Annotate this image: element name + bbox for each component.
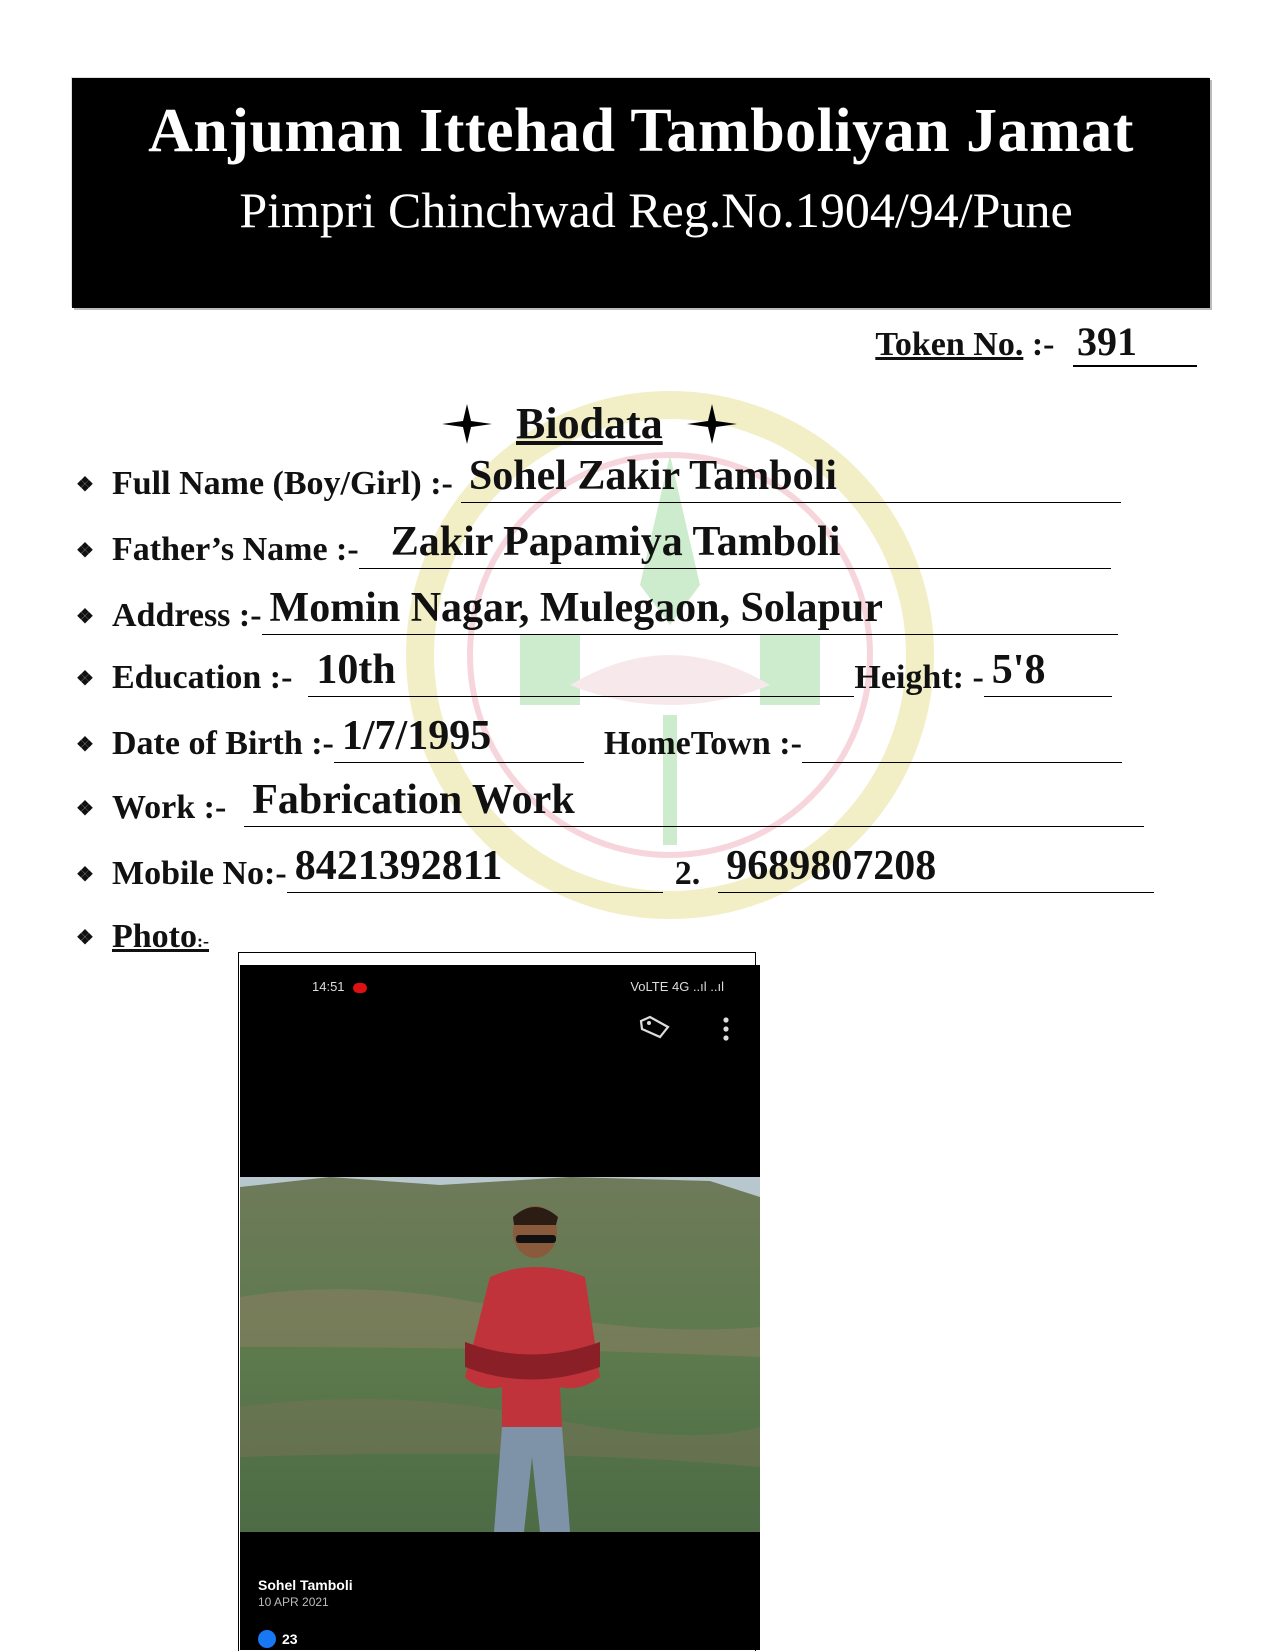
token-label: Token No. — [875, 326, 1024, 363]
star-left-icon — [440, 402, 494, 446]
post-date: 10 APR 2021 — [258, 1595, 329, 1609]
father-name-row — [76, 519, 1111, 569]
like-count — [258, 1630, 298, 1648]
bullet-icon: ❖ — [76, 927, 94, 949]
organization-subtitle: Pimpri Chinchwad Reg.No.1904/94/Pune — [239, 182, 1073, 238]
address-label: Address :- — [112, 597, 262, 634]
dob-value: 1/7/1995 — [341, 713, 492, 759]
address-value: Momin Nagar, Mulegaon, Solapur — [269, 585, 883, 631]
education-label: Education :- — [112, 659, 293, 696]
full-name-field — [461, 453, 1121, 503]
poster-name: Sohel Tamboli — [258, 1577, 353, 1593]
bullet-icon: ❖ — [76, 474, 94, 496]
mobile-second-field — [718, 843, 1154, 893]
bullet-icon: ❖ — [76, 540, 94, 562]
bullet-icon: ❖ — [76, 668, 94, 690]
hometown-field — [802, 722, 1122, 763]
father-name-value: Zakir Papamiya Tamboli — [390, 519, 841, 565]
person-photo — [240, 1177, 760, 1532]
jio-icon — [353, 983, 367, 993]
bullet-icon: ❖ — [76, 798, 94, 820]
token-number — [875, 318, 1197, 367]
height-label: Height: - — [854, 659, 984, 696]
father-name-label: Father’s Name :- — [112, 531, 359, 568]
address-row — [76, 585, 1118, 635]
father-name-field — [359, 519, 1111, 569]
work-field — [244, 777, 1144, 827]
mobile-second-label: 2. — [674, 855, 701, 892]
dob-field — [334, 713, 584, 763]
header-banner — [72, 78, 1210, 308]
work-row — [76, 777, 1144, 827]
status-time: 14:51 — [312, 979, 345, 994]
token-value: 391 — [1073, 318, 1197, 367]
bullet-icon: ❖ — [76, 734, 94, 756]
biodata-title — [440, 398, 739, 449]
education-field — [308, 647, 854, 697]
work-value: Fabrication Work — [252, 777, 575, 823]
post-caption — [258, 1577, 353, 1609]
full-name-label: Full Name (Boy/Girl) :- — [112, 465, 453, 502]
height-field — [984, 647, 1112, 697]
organization-name: Anjuman Ittehad Tamboliyan Jamat — [148, 97, 1134, 165]
tag-icon — [638, 1015, 672, 1039]
more-options-icon — [722, 1017, 730, 1041]
like-icon — [258, 1630, 276, 1648]
education-value: 10th — [316, 647, 396, 693]
star-right-icon — [685, 402, 739, 446]
education-row — [76, 647, 1112, 697]
biodata-heading: Biodata — [516, 399, 663, 448]
phone-status-bar — [312, 979, 724, 994]
work-label: Work :- — [112, 789, 227, 826]
height-value: 5'8 — [991, 647, 1046, 693]
mobile-row — [76, 843, 1154, 893]
photo-screenshot — [240, 965, 760, 1650]
token-separator: :- — [1031, 326, 1055, 363]
hometown-label: HomeTown :- — [603, 725, 802, 762]
bullet-icon: ❖ — [76, 606, 94, 628]
mobile-label: Mobile No:- — [112, 855, 287, 892]
mobile-value: 8421392811 — [294, 843, 503, 889]
full-name-row — [76, 453, 1121, 503]
full-name-value: Sohel Zakir Tamboli — [468, 453, 837, 499]
dob-label: Date of Birth :- — [112, 725, 334, 762]
dob-row — [76, 713, 1122, 763]
mobile-second-value: 9689807208 — [726, 843, 937, 889]
bullet-icon: ❖ — [76, 864, 94, 886]
photo-row — [76, 918, 209, 956]
status-icons: VoLTE 4G ..ıl ..ıl — [630, 979, 724, 994]
address-field — [262, 585, 1118, 635]
mobile-field — [287, 843, 663, 893]
like-count-value: 23 — [282, 1631, 298, 1647]
photo-label: Photo:- — [112, 918, 209, 955]
